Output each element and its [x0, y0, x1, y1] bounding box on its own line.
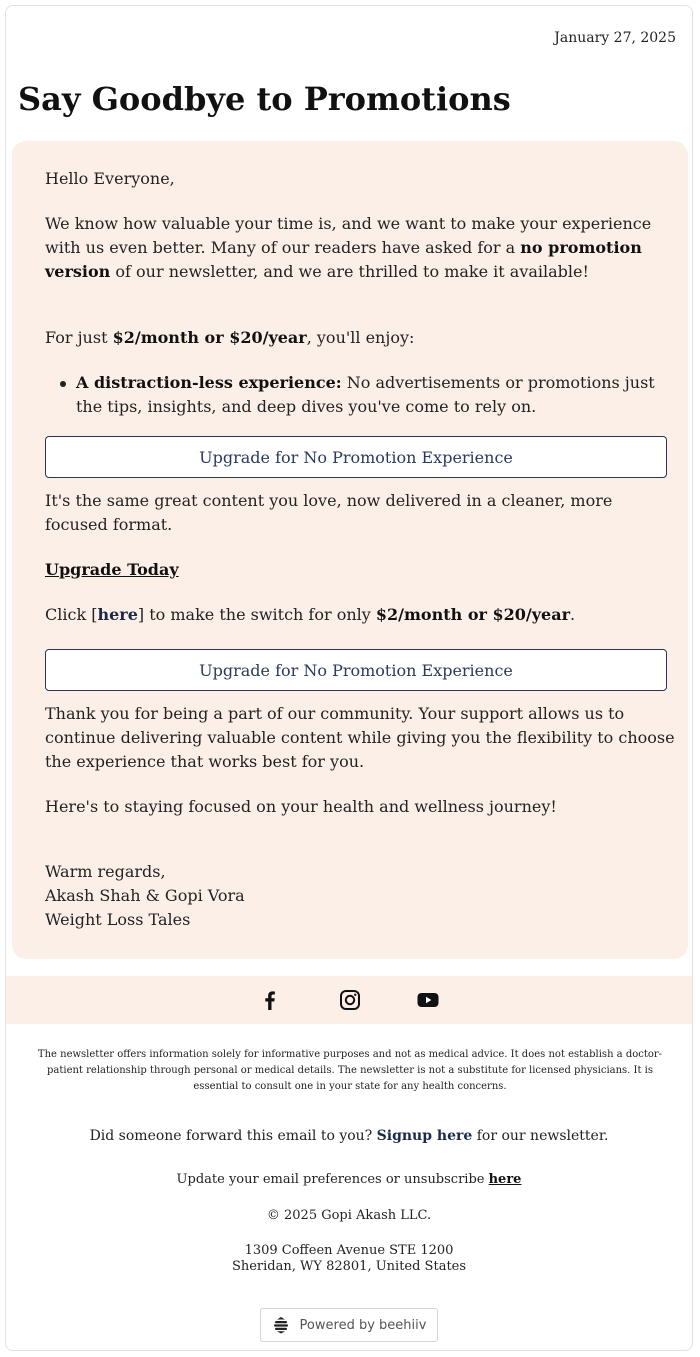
intro-text-1: We know how valuable your time is, and we want to make your experience with us even better. Many of our readers have asked for a [45, 214, 652, 257]
forward-suffix: for our newsletter. [472, 1128, 609, 1144]
address-line-2: Sheridan, WY 82801, United States [231, 1259, 467, 1274]
disclaimer: The newsletter offers information solely for informative purposes and not as medical advice. It does not establish a doctor-patient relationship through personal or medical details. The newsletter is not a substitute for licensed physicians. It is essential to consult one in your state for any health concerns. [37, 1049, 663, 1092]
click-paragraph [45, 603, 675, 627]
preferences-prefix: Update your email preferences or unsubscribe [176, 1172, 489, 1187]
here-link[interactable]: here [97, 605, 138, 624]
click-price: $2/month or $20/year [375, 605, 571, 624]
issue-date: January 27, 2025 [554, 30, 676, 46]
brand-name: Weight Loss Tales [45, 910, 191, 929]
forward-prefix: Did someone forward this email to you? [89, 1128, 377, 1144]
same-content-paragraph: It's the same great content you love, now delivered in a cleaner, more focused format. [45, 491, 613, 534]
upgrade-today-text[interactable]: Upgrade Today [45, 560, 179, 579]
beehiiv-logo-icon [272, 1316, 290, 1334]
signup-link[interactable]: Signup here [376, 1128, 473, 1144]
click-suffix: . [570, 605, 576, 624]
copyright: © 2025 Gopi Akash LLC. [266, 1208, 432, 1223]
price-bold: $2/month or $20/year [112, 328, 307, 347]
page-title: Say Goodbye to Promotions [18, 80, 511, 118]
intro-text-2: of our newsletter, and we are thrilled to make it available! [110, 262, 589, 281]
youtube-icon[interactable] [416, 988, 440, 1012]
email-frame [5, 5, 693, 1351]
bullet-icon [59, 380, 67, 388]
intro-paragraph [45, 212, 675, 284]
social-bar [6, 976, 692, 1024]
price-paragraph [45, 326, 675, 350]
powered-by-text: Powered by beehiiv [299, 1317, 427, 1333]
instagram-icon[interactable] [338, 988, 362, 1012]
benefit-bold: A distraction-less experience: [76, 373, 342, 392]
message-card [12, 141, 688, 959]
upgrade-button-2[interactable]: Upgrade for No Promotion Experience [45, 649, 667, 691]
intro-bold: no promotion version [45, 238, 642, 281]
powered-by-badge[interactable] [260, 1308, 438, 1342]
click-prefix: Click [ [45, 605, 98, 624]
price-prefix: For just [45, 328, 113, 347]
price-suffix: , you'll enjoy: [306, 328, 415, 347]
benefit-text: No advertisements or promotions just the tips, insights, and deep dives you've come to rely on. [76, 373, 655, 416]
address-line-1: 1309 Coffeen Avenue STE 1200 [244, 1243, 454, 1258]
cheers-paragraph: Here's to staying focused on your health and wellness journey! [45, 797, 557, 816]
unsubscribe-link[interactable]: here [488, 1172, 522, 1187]
signoff: Warm regards, [45, 862, 166, 881]
authors: Akash Shah & Gopi Vora [45, 886, 245, 905]
upgrade-today-link[interactable] [45, 558, 675, 582]
forward-line [6, 1126, 692, 1146]
greeting: Hello Everyone, [45, 169, 175, 188]
facebook-icon[interactable] [258, 988, 282, 1012]
benefit-item [76, 371, 666, 419]
preferences-line [6, 1171, 692, 1189]
upgrade-button-1[interactable]: Upgrade for No Promotion Experience [45, 436, 667, 478]
click-middle: ] to make the switch for only [137, 605, 376, 624]
thanks-paragraph: Thank you for being a part of our community. Your support allows us to continue delivering valuable content while giving you the flexibility to choose the experience that works best for you. [45, 704, 675, 771]
